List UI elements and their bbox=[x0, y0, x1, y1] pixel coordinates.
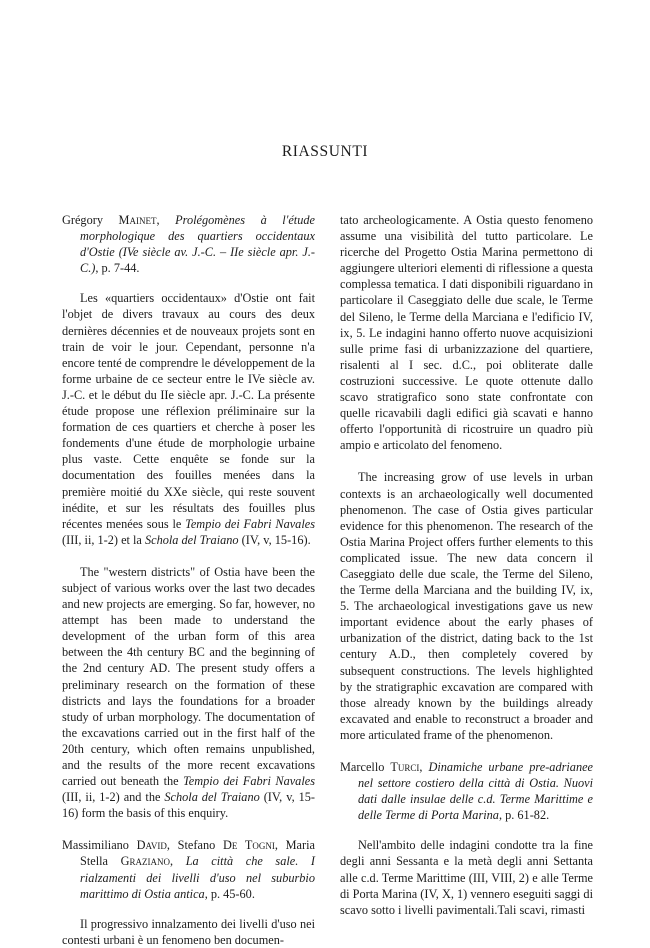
abstract-text: (IV, v, 15-16). bbox=[238, 532, 311, 547]
author-first-name: Massimiliano bbox=[62, 838, 137, 853]
italic-term: Tempio dei Fabri Navales bbox=[183, 774, 315, 789]
separator: , bbox=[419, 760, 429, 774]
author-last-name: David bbox=[136, 838, 167, 853]
article-title: Prolégomènes à l'étude morphologique des quartiers occidentaux d'Ostie (IVe siècle av. J.-C. – IIe siècle apr. J.-C.) bbox=[80, 213, 315, 276]
page-title: RIASSUNTI bbox=[281, 143, 369, 160]
italic-term: Schola del Traiano bbox=[144, 532, 239, 547]
abstract-english: The increasing grow of use levels in urban contexts is an archaeologically well documented phenomenon. The case of Ostia gives particular evidence for this phenomenon. The research of the Ostia Marina Project offers further elements to this complicated issue. The new data concern il Caseggiato delle due scale, the Terme del Sileno, the Terme della Marciana and the building IV, ix, 5. The archaeological investigations gave us new important evidence about the early phases of urbanization of the district, dating back to the 1st century A.D., then completely covered by subsequent constructions. The levels highlighted by the stratigraphic excavation are compared with those already known by the buildings already excavated and enable to reconstruct a broader and more articulated frame of the phenomenon. bbox=[340, 470, 593, 742]
abstract-text: Les «quartiers occidentaux» d'Ostie ont fait l'objet de divers travaux au cours des deux dernières décennies et de nouveaux projets sont en train de voir le jour. Cependant, personne n'a encore tenté de comprendre le développement de la forme urbaine de ce secteur entre le IVe siècle av. J.-C. et le début du IIe siècle apr. J.-C. La présente étude propose une réflexion préliminaire sur la formation de ces quartiers et cherche à poser les fondements d'une étude de morphologie urbaine plus vaste. Cette enquête se fonde sur la documentation des fouilles menées dans la première moitié du XXe siècle, qui reste souvent inédite, et sur les résultats des fouilles plus récentes menées sous le bbox=[62, 291, 315, 531]
italic-term: Tempio dei Fabri Navales bbox=[185, 516, 315, 531]
abstract-french bbox=[62, 290, 315, 548]
article-title: La città che sale. I rialzamenti dei livelli d'uso nel suburbio marittimo di Ostia antica bbox=[80, 854, 315, 901]
author-last-name: Mainet bbox=[118, 213, 157, 227]
author-first-name: Marcello bbox=[340, 760, 391, 774]
author-separator: , Maria Stella bbox=[80, 838, 315, 869]
left-column bbox=[62, 212, 315, 948]
italic-term: Schola del Traiano bbox=[164, 790, 260, 805]
reference-turci bbox=[340, 759, 593, 823]
author-last-name: Graziano bbox=[120, 854, 170, 869]
author-last-name: Turci bbox=[390, 760, 420, 774]
article-title: Dinamiche urbane pre-adrianee nel settore costiero della città di Ostia. Nuovi dati dalle insulae delle c.d. Terme Marittime e delle Terme di Porta Marina bbox=[358, 760, 594, 823]
reference-mainet bbox=[62, 212, 315, 276]
abstract-text: (III, ii, 1-2) and the bbox=[62, 790, 165, 805]
separator: , bbox=[156, 213, 176, 227]
abstract-italian: Nell'ambito delle indagini condotte tra la fine degli anni Sessanta e la metà degli anni Settanta alle c.d. Terme Marittime (III, VIII, 2) e alle Terme di Porta Marina (IV, X, 1) vennero eseguiti saggi di scavo sotto i livelli pavimentali.Tali scavi, rimasti bbox=[340, 838, 593, 917]
page-range: , p. 7-44. bbox=[95, 261, 140, 276]
abstract-english bbox=[62, 564, 315, 822]
author-separator: , Stefano bbox=[166, 838, 223, 853]
author-last-name: De Togni bbox=[222, 838, 275, 853]
abstract-text: (III, ii, 1-2) et la bbox=[62, 532, 145, 547]
separator: , bbox=[170, 854, 186, 869]
abstract-italian-continued: tato archeologicamente. A Ostia questo fenomeno assume una visibilità del tutto particolare. Le ricerche del Progetto Ostia Marina permettono di aggiungere ulteriori elementi di riflessione a questa complessa tematica. I dati disponibili riguardano in particolare il Caseggiato delle due scale, le Terme del Sileno, le Terme della Marciana e l'edificio IV, ix, 5. Le indagini hanno offerto nuove acquisizioni sulle prime fasi di urbanizzazione del quartiere, risalenti al I sec. d.C., poi obliterate dalle costruzioni successive. Le quote ottenute dallo scavo stratigrafico sono state confrontate con quelle ricavabili dagli edifici già scavati e hanno offerto l'opportunità di ricostruire un quadro più ampio e articolato del fenomeno. bbox=[340, 213, 593, 453]
reference-david bbox=[62, 837, 315, 901]
page-range: , p. 45-60. bbox=[204, 886, 255, 901]
abstract-italian-start: Il progressivo innalzamento dei livelli d'uso nei contesti urbani è un fenomeno ben documen- bbox=[62, 916, 315, 947]
right-column bbox=[340, 212, 593, 918]
page-range: , p. 61-82. bbox=[498, 808, 550, 823]
abstract-text: (IV, v, 15-16) form the basis of this enquiry. bbox=[62, 790, 315, 821]
author-first-name: Grégory bbox=[62, 213, 119, 227]
abstract-text: The "western districts" of Ostia have been the subject of various works over the last two decades and new projects are emerging. So far, however, no attempt has been made to understand the development of the urban form of this area between the 4th century BC and the beginning of the 2nd century AD. The present study offers a preliminary research on the formation of these districts and lays the foundations for a broader study of urban morphology. The documentation of the excavations carried out in the first half of the 20th century, which often remains unpublished, and the results of the more recent excavations carried out beneath the bbox=[62, 564, 315, 789]
